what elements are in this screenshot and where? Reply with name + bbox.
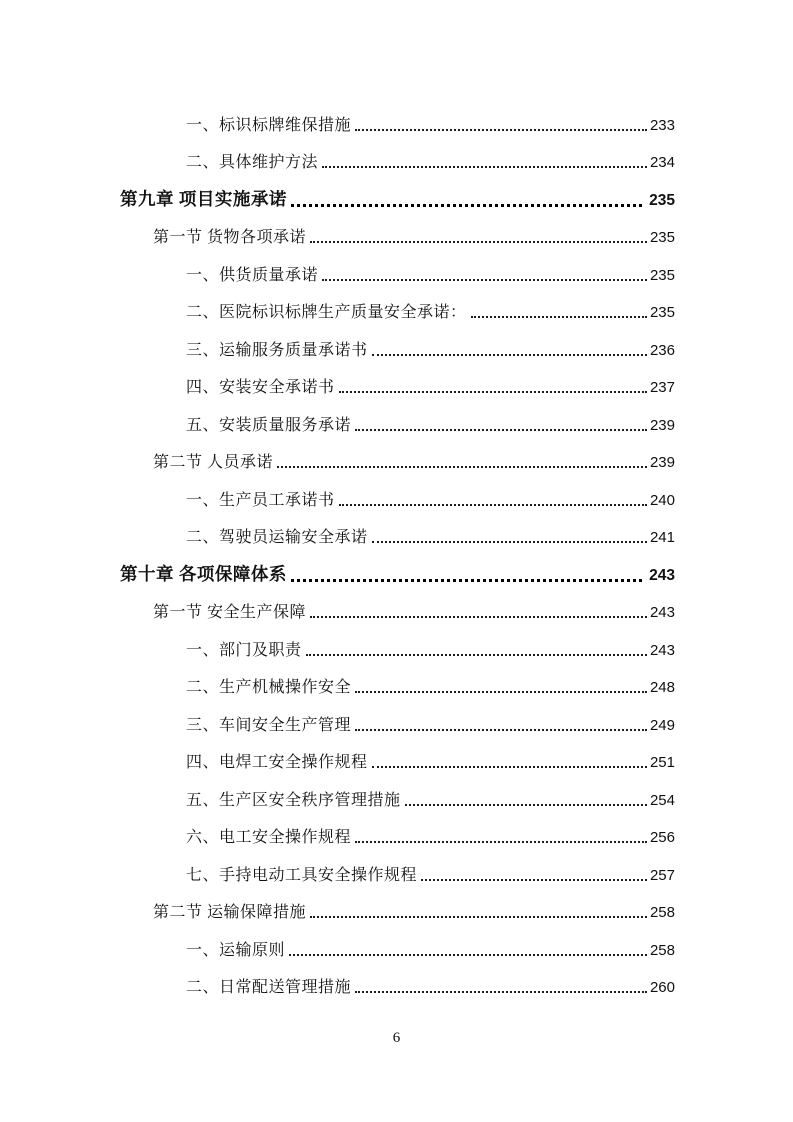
toc-entry [186, 773, 675, 811]
toc-leader-dots [355, 129, 647, 131]
toc-entry-label: 五、安装质量服务承诺 [186, 416, 352, 434]
table-of-contents [120, 98, 675, 998]
toc-entry-label: 二、驾驶员运输安全承诺 [186, 529, 368, 546]
toc-entry-page: 235 [649, 192, 675, 210]
toc-leader-dots [289, 954, 647, 956]
toc-entry-label: 第九章 项目实施承诺 [120, 188, 287, 209]
toc-leader-dots [372, 354, 647, 356]
toc-entry-label: 第一节 货物各项承诺 [153, 229, 307, 246]
toc-leader-dots [355, 429, 647, 431]
toc-entry [186, 248, 675, 286]
toc-leader-dots [471, 316, 647, 318]
toc-entry-label: 三、车间安全生产管理 [186, 716, 352, 734]
toc-leader-dots [339, 504, 647, 506]
toc-leader-dots [291, 204, 642, 207]
toc-leader-dots [291, 579, 642, 582]
toc-entry [120, 173, 675, 211]
toc-leader-dots [310, 616, 647, 618]
toc-leader-dots [306, 654, 647, 656]
toc-entry-page: 233 [649, 116, 675, 134]
toc-entry-page: 254 [649, 791, 675, 809]
toc-entry-label: 四、电焊工安全操作规程 [186, 754, 368, 771]
toc-entry-page: 239 [649, 416, 675, 434]
toc-leader-dots [372, 766, 647, 768]
page-number: 6 [392, 1030, 401, 1046]
toc-entry [186, 361, 675, 399]
toc-leader-dots [355, 841, 647, 843]
toc-leader-dots [277, 466, 647, 468]
toc-entry-label: 二、生产机械操作安全 [186, 679, 352, 696]
toc-entry-page: 243 [649, 567, 675, 585]
toc-leader-dots [322, 279, 647, 281]
toc-entry-page: 243 [649, 604, 675, 622]
toc-entry-page: 243 [649, 641, 675, 659]
toc-entry-page: 236 [649, 341, 675, 359]
toc-entry-label: 四、安装安全承诺书 [186, 379, 335, 396]
toc-entry [186, 398, 675, 436]
toc-entry-label: 七、手持电动工具安全操作规程 [186, 866, 418, 884]
toc-entry-label: 一、标识标牌维保措施 [186, 116, 352, 134]
toc-entry-label: 一、供货质量承诺 [186, 266, 319, 284]
toc-entry-label: 第二节 人员承诺 [153, 454, 274, 471]
toc-leader-dots [310, 241, 647, 243]
toc-entry [186, 698, 675, 736]
toc-entry-label: 二、日常配送管理措施 [186, 979, 352, 996]
toc-entry-page: 258 [649, 904, 675, 922]
toc-entry-page: 234 [649, 154, 675, 172]
toc-entry-page: 237 [649, 379, 675, 397]
toc-entry [186, 811, 675, 849]
toc-entry-page: 257 [649, 866, 675, 884]
toc-entry-label: 第一节 安全生产保障 [153, 604, 307, 621]
toc-leader-dots [421, 879, 647, 881]
toc-entry-page: 258 [649, 941, 675, 959]
toc-leader-dots [310, 916, 647, 918]
toc-entry [186, 511, 675, 549]
toc-entry-page: 249 [649, 716, 675, 734]
toc-leader-dots [355, 729, 647, 731]
toc-entry [186, 736, 675, 774]
toc-entry [186, 136, 675, 174]
toc-entry [153, 586, 675, 624]
toc-entry [186, 286, 675, 324]
toc-entry-page: 235 [649, 229, 675, 247]
toc-entry-label: 第二节 运输保障措施 [153, 904, 307, 921]
toc-entry [186, 961, 675, 999]
toc-entry [120, 548, 675, 586]
toc-entry-label: 二、医院标识标牌生产质量安全承诺： [186, 304, 467, 321]
toc-entry-label: 五、生产区安全秩序管理措施 [186, 791, 401, 809]
toc-leader-dots [372, 541, 647, 543]
toc-entry [186, 661, 675, 699]
toc-entry [186, 848, 675, 886]
toc-entry-page: 241 [649, 529, 675, 547]
toc-entry-label: 三、运输服务质量承诺书 [186, 341, 368, 359]
toc-leader-dots [339, 391, 647, 393]
toc-entry [153, 211, 675, 249]
toc-entry-label: 第十章 各项保障体系 [120, 563, 287, 584]
toc-entry-page: 235 [649, 266, 675, 284]
toc-entry-label: 一、运输原则 [186, 941, 286, 959]
toc-entry-page: 248 [649, 679, 675, 697]
toc-leader-dots [322, 166, 647, 168]
toc-leader-dots [355, 991, 647, 993]
toc-entry [153, 886, 675, 924]
toc-entry [153, 436, 675, 474]
toc-entry-page: 239 [649, 454, 675, 472]
toc-leader-dots [405, 804, 647, 806]
toc-entry-label: 一、生产员工承诺书 [186, 491, 335, 509]
toc-entry-label: 一、部门及职责 [186, 641, 302, 659]
toc-entry-page: 235 [649, 304, 675, 322]
toc-entry-page: 260 [649, 979, 675, 997]
toc-entry [186, 98, 675, 136]
toc-leader-dots [355, 691, 647, 693]
toc-entry [186, 473, 675, 511]
toc-entry-page: 240 [649, 491, 675, 509]
toc-entry [186, 923, 675, 961]
toc-entry-page: 251 [649, 754, 675, 772]
toc-entry-label: 二、具体维护方法 [186, 154, 319, 171]
toc-entry-page: 256 [649, 829, 675, 847]
toc-entry-label: 六、电工安全操作规程 [186, 829, 352, 846]
toc-entry [186, 623, 675, 661]
toc-entry [186, 323, 675, 361]
